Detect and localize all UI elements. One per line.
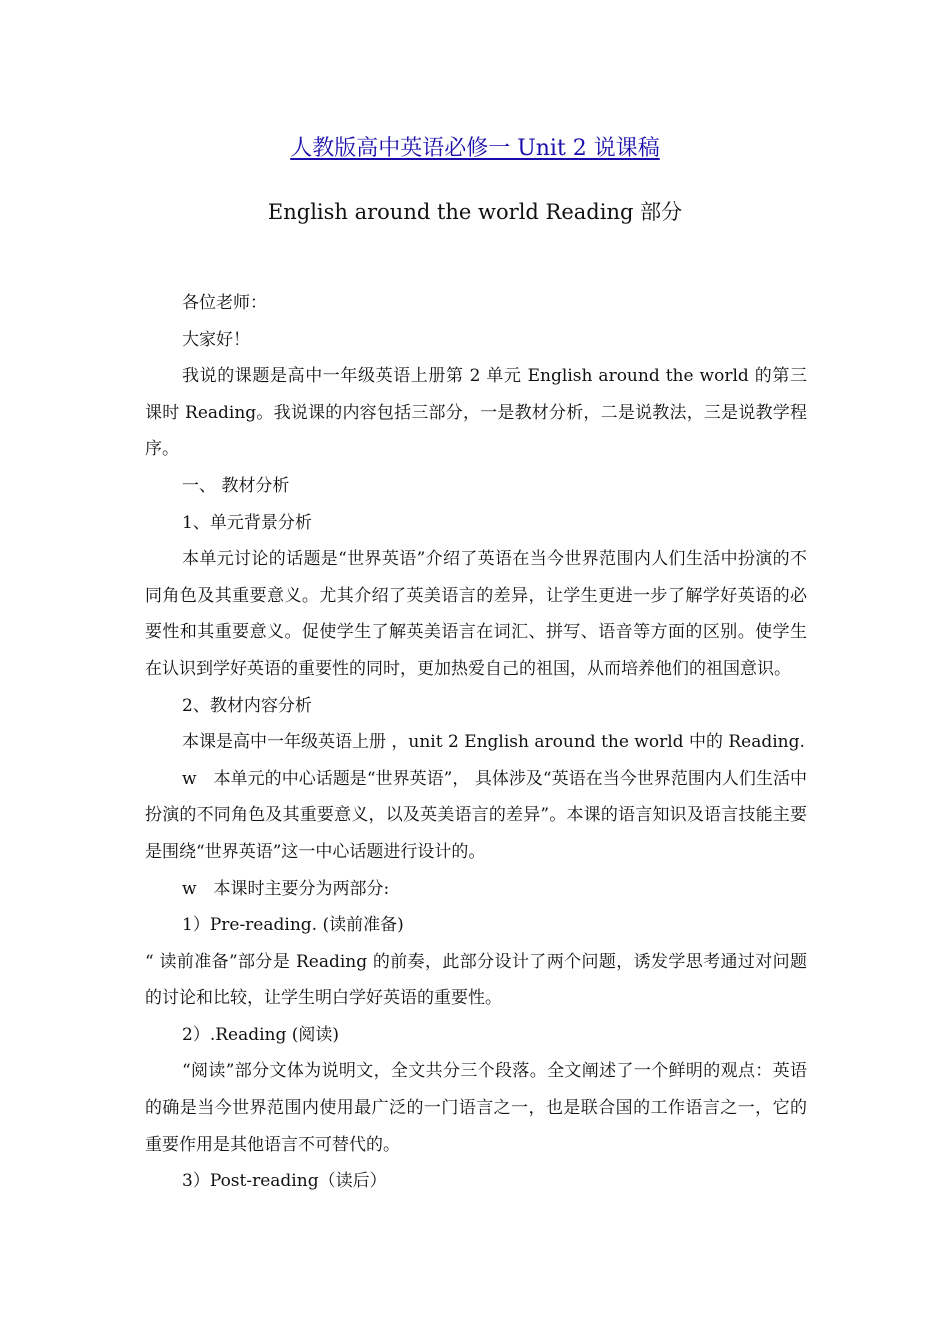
reading-paragraph: “阅读”部分文体为说明文，全文共分三个段落。全文阐述了一个鲜明的观点：英语的确是当今世界范围内使用最广泛的一门语言之一，也是联合国的工作语言之一，它的重要作用是其他语言不可替代的。 bbox=[145, 1061, 807, 1155]
pre-reading-heading: 1）Pre-reading. (读前准备) bbox=[182, 915, 404, 936]
lesson-parts-paragraph: w 本课时主要分为两部分: bbox=[182, 878, 390, 899]
document-subtitle: English around the world Reading 部分 bbox=[267, 200, 683, 224]
reading-heading: 2）.Reading (阅读) bbox=[182, 1024, 340, 1045]
greeting-all: 大家好！ bbox=[182, 329, 250, 350]
document-body bbox=[145, 285, 807, 1200]
section-heading-textbook-analysis: 一、 教材分析 bbox=[182, 475, 290, 496]
subheading-content-analysis: 2、教材内容分析 bbox=[182, 695, 312, 716]
unit-background-paragraph: 本单元讨论的话题是“世界英语”介绍了英语在当今世界范围内人们生活中扮演的不同角色及其重要意义。尤其介绍了英美语言的差异，让学生更进一步了解学好英语的必要性和其重要意义。促使学生了解英美语言在词汇、拼写、语音等方面的区别。使学生在认识到学好英语的重要性的同时，更加热爱自己的祖国，从而培养他们的祖国意识。 bbox=[145, 549, 807, 679]
pre-reading-paragraph: “ 读前准备”部分是 Reading 的前奏，此部分设计了两个问题，诱发学思考通过对问题的讨论和比较，让学生明白学好英语的重要性。 bbox=[145, 951, 807, 1009]
central-topic-paragraph: w 本单元的中心话题是“世界英语”， 具体涉及“英语在当今世界范围内人们生活中扮演的不同角色及其重要意义，以及英美语言的差异”。本课的语言知识及语言技能主要是围绕“世界英语”这一中心话题进行设计的。 bbox=[145, 768, 807, 862]
content-analysis-paragraph: 本课是高中一年级英语上册 ，unit 2 English around the world 中的 Reading. bbox=[182, 732, 805, 753]
greeting-teachers: 各位老师： bbox=[182, 293, 267, 313]
subheading-unit-background: 1、单元背景分析 bbox=[182, 512, 312, 533]
post-reading-heading: 3）Post-reading（读后） bbox=[182, 1171, 387, 1192]
intro-paragraph: 我说的课题是高中一年级英语上册第 2 单元 English around the world 的第三课时 Reading。我说课的内容包括三部分，一是教材分析，二是说教法，三是说教学程序。 bbox=[145, 366, 807, 460]
title-link[interactable]: 人教版高中英语必修一 Unit 2 说课稿 bbox=[290, 136, 660, 161]
document-title bbox=[0, 133, 950, 165]
